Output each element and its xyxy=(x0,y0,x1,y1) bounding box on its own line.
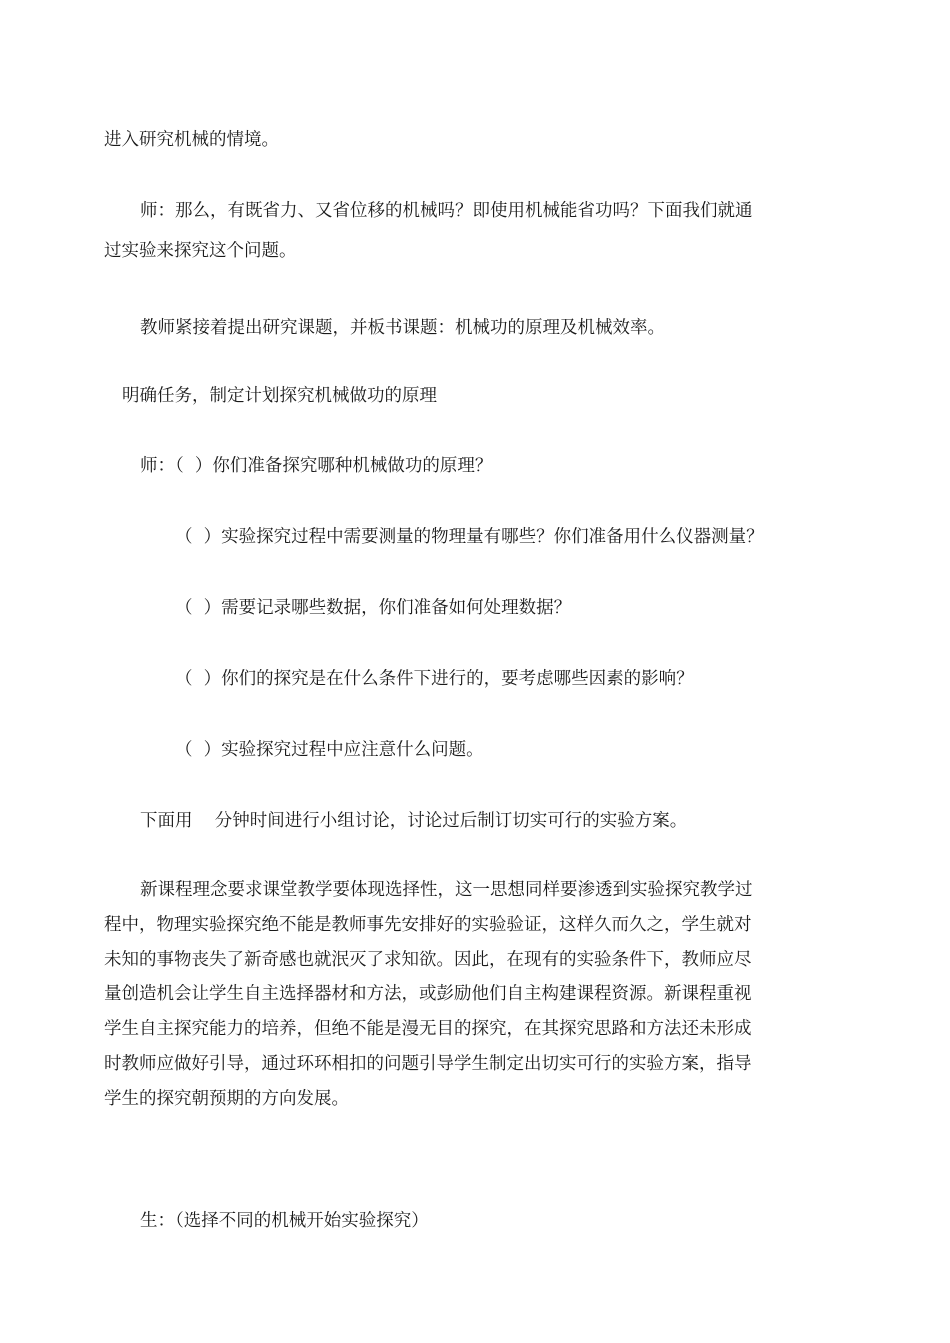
paragraph-continuation: 进入研究机械的情境。 xyxy=(104,130,279,150)
guide-question-5: （ ）实验探究过程中应注意什么问题。 xyxy=(175,740,484,760)
section-heading: 明确任务，制定计划探究机械做功的原理 xyxy=(122,386,437,406)
commentary-line-3: 未知的事物丧失了新奇感也就泯灭了求知欲。因此，在现有的实验条件下，教师应尽 xyxy=(104,950,752,970)
teacher-question-line-2: 过实验来探究这个问题。 xyxy=(104,241,297,261)
commentary-line-2: 程中，物理实验探究绝不能是教师事先安排好的实验验证，这样久而久之，学生就对 xyxy=(104,915,752,935)
teacher-question-line-1: 师：那么，有既省力、又省位移的机械吗？即使用机械能省功吗？下面我们就通 xyxy=(140,201,753,221)
guide-question-1: 师：（ ）你们准备探究哪种机械做功的原理？ xyxy=(140,456,493,476)
student-action: 生：（选择不同的机械开始实验探究） xyxy=(140,1211,429,1231)
commentary-line-1: 新课程理念要求课堂教学要体现选择性，这一思想同样要渗透到实验探究教学过 xyxy=(140,880,753,900)
commentary-line-5: 学生自主探究能力的培养，但绝不能是漫无目的探究，在其探究思路和方法还未形成 xyxy=(104,1019,752,1039)
guide-question-4: （ ）你们的探究是在什么条件下进行的，要考虑哪些因素的影响？ xyxy=(175,669,694,689)
guide-question-3: （ ）需要记录哪些数据，你们准备如何处理数据？ xyxy=(175,598,572,618)
commentary-line-7: 学生的探究朝预期的方向发展。 xyxy=(104,1089,349,1109)
guide-question-2: （ ）实验探究过程中需要测量的物理量有哪些？你们准备用什么仪器测量？ xyxy=(175,527,764,547)
topic-announcement: 教师紧接着提出研究课题，并板书课题：机械功的原理及机械效率。 xyxy=(140,318,665,338)
discussion-instruction: 下面用 分钟时间进行小组讨论，讨论过后制订切实可行的实验方案。 xyxy=(140,811,688,831)
commentary-line-6: 时教师应做好引导，通过环环相扣的问题引导学生制定出切实可行的实验方案，指导 xyxy=(104,1054,752,1074)
commentary-line-4: 量创造机会让学生自主选择器材和方法，或彭励他们自主构建课程资源。新课程重视 xyxy=(104,984,752,1004)
